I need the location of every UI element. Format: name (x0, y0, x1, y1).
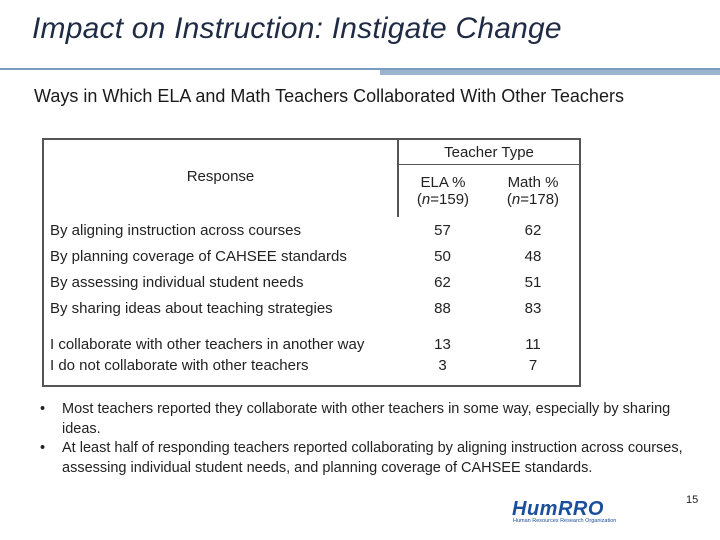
table-caption: Ways in Which ELA and Math Teachers Collaborated With Other Teachers (34, 86, 624, 106)
math-column-header (487, 165, 580, 218)
teacher-type-header: Teacher Type (398, 139, 580, 165)
math-value-cell: 11 (525, 336, 541, 353)
response-cell: By planning coverage of CAHSEE standards (50, 247, 347, 265)
math-value-cell: 7 (528, 357, 538, 374)
response-cell: By aligning instruction across courses (50, 221, 301, 239)
logo-tagline: Human Resources Research Organization (513, 518, 617, 524)
math-value-cell: 62 (524, 221, 542, 239)
list-item (40, 439, 690, 478)
humrro-logo (512, 498, 617, 524)
logo-wordmark: HumRRO (512, 498, 604, 520)
response-column-header: Response (43, 139, 398, 217)
bullet-text: Most teachers reported they collaborate with other teachers in some way, especially by sharing ideas. (62, 401, 671, 437)
collaboration-table (42, 138, 581, 387)
math-header-n: (n=178) (506, 191, 560, 208)
math-value-cell: 48 (524, 247, 542, 265)
ela-value-cell: 88 (434, 299, 451, 317)
ela-value-cell: 13 (434, 336, 451, 353)
bullet-icon: • (40, 401, 46, 417)
ela-value-cell: 3 (438, 357, 447, 374)
table-row (43, 269, 580, 295)
table-group-header-row (43, 139, 580, 165)
ela-value-cell: 57 (434, 221, 451, 239)
bullet-icon: • (40, 440, 46, 456)
table-row (43, 217, 580, 243)
slide-title: Impact on Instruction: Instigate Change (32, 12, 562, 45)
response-cell: I collaborate with other teachers in another way (50, 336, 365, 353)
ela-header-label: ELA % (420, 174, 466, 191)
ela-header-n: (n=159) (416, 191, 470, 208)
divider-accent-bar (380, 70, 720, 75)
bullet-text: At least half of responding teachers reported collaborating by aligning instruction across courses, assessing individual student needs, and planning coverage of CAHSEE standards. (62, 440, 683, 476)
response-cell: By assessing individual student needs (50, 273, 304, 291)
list-item (40, 400, 690, 439)
table-row (43, 357, 580, 386)
math-value-cell: 51 (524, 273, 542, 291)
ela-column-header (398, 165, 487, 218)
ela-value-cell: 62 (434, 273, 451, 291)
response-cell: I do not collaborate with other teachers (50, 357, 309, 374)
response-cell: By sharing ideas about teaching strategies (50, 299, 333, 317)
ela-value-cell: 50 (434, 247, 451, 265)
title-divider (0, 66, 720, 76)
page-number: 15 (686, 494, 699, 506)
math-value-cell: 83 (524, 299, 542, 317)
math-header-label: Math % (507, 174, 559, 191)
table-row (43, 243, 580, 269)
findings-list (40, 400, 690, 478)
table-row (43, 321, 580, 357)
table-row (43, 295, 580, 321)
